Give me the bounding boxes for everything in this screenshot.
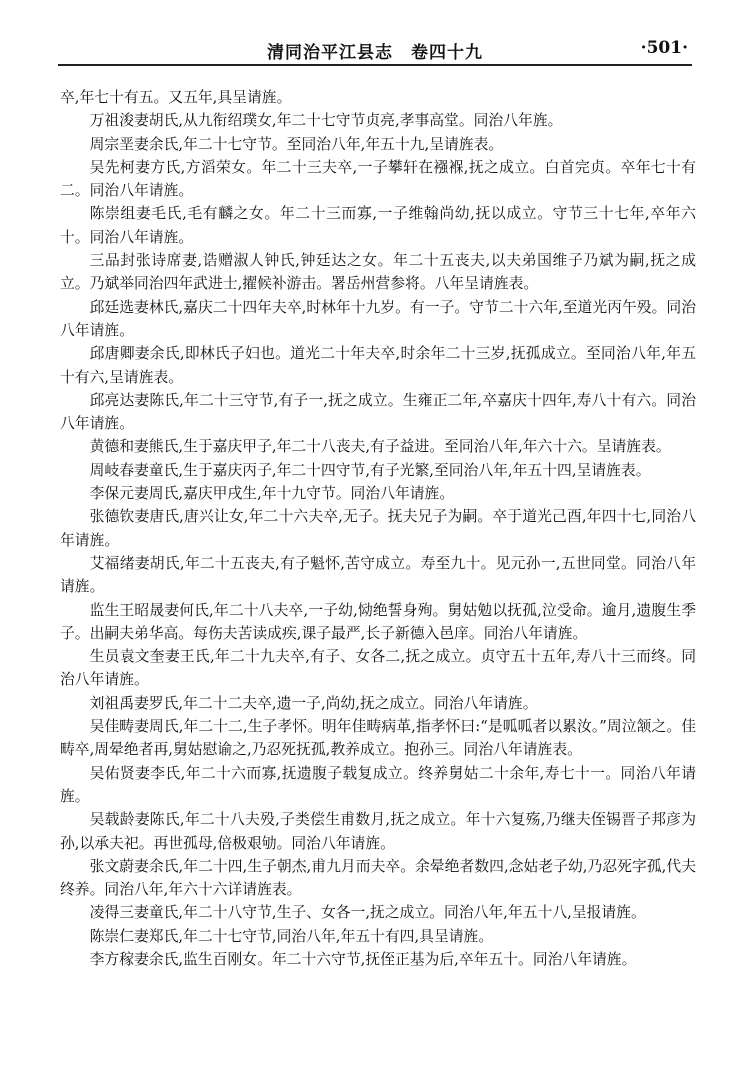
paragraph: 陈崇组妻毛氏,毛有麟之女。年二十三而寡,一子维翰尚幼,抚以成立。守节三十七年,卒年六十。同治八年请旌。 — [60, 205, 696, 246]
running-header — [0, 30, 750, 64]
paragraph: 吴佳畴妻周氏,年二十二,生子孝怀。明年佳畴病革,指孝怀曰:“是呱呱者以累汝。”周泣颔之。佳畴卒,周晕绝者再,舅姑慰谕之,乃忍死抚孤,教养成立。抱孙三。同治八年请旌表。 — [60, 718, 696, 759]
paragraph: 凌得三妻童氏,年二十八守节,生子、女各一,抚之成立。同治八年,年五十八,呈报请旌。 — [89, 904, 646, 922]
paragraph: 周宗垩妻余氏,年二十七守节。至同治八年,年五十九,呈请旌表。 — [89, 135, 504, 153]
paragraph: 黄德和妻熊氏,生于嘉庆甲子,年二十八丧夫,有子益进。至同治八年,年六十六。呈请旌表。 — [89, 438, 671, 456]
paragraph: 吴佑贤妻李氏,年二十六而寡,抚遗腹子载复成立。终养舅姑二十余年,寿七十一。同治八年请旌。 — [60, 764, 696, 805]
paragraph: 万祖浚妻胡氏,从九衔绍璞女,年二十七守节贞亮,孝事高堂。同治八年旌。 — [89, 112, 563, 130]
paragraph: 刘祖禹妻罗氏,年二十二夫卒,遗一子,尚幼,抚之成立。同治八年请旌。 — [89, 694, 538, 712]
page-number: ·501· — [640, 38, 688, 58]
paragraph: 张文蔚妻余氏,年二十四,生子朝杰,甫九月而夫卒。余晕绝者数四,念姑老子幼,乃忍死字孤,代夫终养。同治八年,年六十六详请旌表。 — [60, 857, 696, 899]
paragraph: 卒,年七十有五。又五年,具呈请旌。 — [60, 89, 292, 106]
paragraph: 吴先柯妻方氏,方滔荣女。年二十三夫卒,一子攀轩在襁褓,抚之成立。白首完贞。卒年七十有二。同治八年请旌。 — [60, 158, 696, 200]
paragraph: 生员袁文奎妻王氏,年二十九夫卒,有子、女各二,抚之成立。贞守五十五年,寿八十三而终。同治八年请旌。 — [60, 648, 696, 689]
book-title: 清同治平江县志 卷四十九 — [267, 43, 483, 63]
paragraph: 监生王昭晟妻何氏,年二十八夫卒,一子幼,恸绝誓身殉。舅姑勉以抚孤,泣受命。逾月,遗腹生季子。出嗣夫弟华高。每伤夫苦读成疾,课子最严,长子新德入邑庠。同治八年请旌。 — [60, 601, 696, 642]
body-text — [60, 86, 696, 971]
paragraph: 艾福绪妻胡氏,年二十五丧夫,有子魁怀,苦守成立。寿至九十。见元孙一,五世同堂。同治八年请旌。 — [60, 554, 696, 596]
paragraph: 李保元妻周氏,嘉庆甲戌生,年十九守节。同治八年请旌。 — [89, 485, 455, 503]
paragraph: 邱廷选妻林氏,嘉庆二十四年夫卒,时林年十九岁。有一子。守节二十六年,至道光丙午殁。同治八年请旌。 — [60, 298, 696, 339]
paragraph: 吴载龄妻陈氏,年二十八夫殁,子类偿生甫数月,抚之成立。年十六复殇,乃继夫侄锡晋子邦彦为孙,以承夫祀。再世孤母,倍极艰劬。同治八年请旌。 — [60, 811, 696, 852]
paragraph: 周岐春妻童氏,生于嘉庆丙子,年二十四守节,有子光繁,至同治八年,年五十四,呈请旌表。 — [89, 461, 651, 479]
paragraph: 陈崇仁妻郑氏,年二十七守节,同治八年,年五十有四,具呈请旌。 — [89, 927, 494, 945]
header-rule — [58, 64, 692, 66]
paragraph: 邱唐卿妻余氏,即林氏子妇也。道光二十年夫卒,时余年二十三岁,抚孤成立。至同治八年,年五十有六,呈请旌表。 — [60, 345, 696, 386]
paragraph: 三品封张诗席妻,诰赠淑人钟氏,钟廷达之女。年二十五丧夫,以夫弟国维子乃斌为嗣,抚之成立。乃斌举同治四年武进士,擢候补游击。署岳州营参将。八年呈请旌表。 — [60, 252, 696, 293]
paragraph: 李方稼妻余氏,监生百刚女。年二十六守节,抚侄正基为后,卒年五十。同治八年请旌。 — [89, 950, 637, 968]
paragraph: 张德钦妻唐氏,唐兴让女,年二十六夫卒,无子。抚夫兄子为嗣。卒于道光己酉,年四十七,同治八年请旌。 — [60, 508, 696, 549]
paragraph: 邱亮达妻陈氏,年二十三守节,有子一,抚之成立。生雍正二年,卒嘉庆十四年,寿八十有六。同治八年请旌。 — [60, 391, 696, 433]
